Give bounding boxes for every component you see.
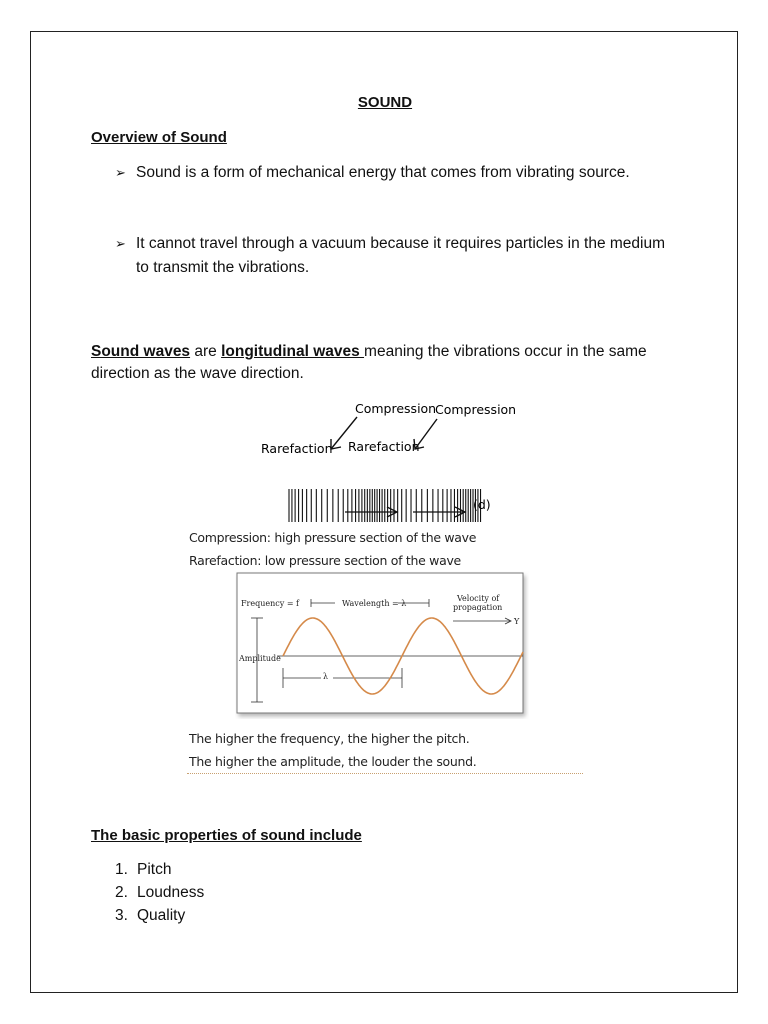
longitudinal-wave-diagram	[251, 397, 551, 522]
list-item-label: Quality	[137, 907, 186, 924]
document-page	[30, 31, 738, 993]
velocity-label: Velocity of	[457, 594, 500, 603]
lambda-label: λ	[323, 672, 329, 681]
panel-label: (d)	[473, 497, 491, 512]
dotted-divider	[187, 773, 583, 774]
particle-bars	[289, 489, 481, 522]
compression-label-2: Compression	[435, 402, 517, 417]
properties-heading: The basic properties of sound include	[91, 827, 362, 844]
frequency-label: Frequency = f	[241, 599, 300, 608]
bullet-item	[115, 232, 675, 280]
wave-properties-diagram	[235, 571, 529, 719]
list-item	[115, 904, 204, 927]
arrow-bullet-icon: ➢	[115, 236, 126, 251]
bullet-item	[115, 161, 675, 185]
list-item-label: Pitch	[137, 861, 172, 878]
rarefaction-label-2: Rarefaction	[348, 439, 420, 454]
bullet-text: It cannot travel through a vacuum because it requires particles in the medium to transmit the vibrations.	[136, 235, 665, 276]
axis-label: Y	[514, 617, 520, 626]
term-longitudinal-waves: longitudinal waves	[221, 343, 365, 360]
list-item	[115, 881, 204, 904]
list-number: 2.	[115, 884, 128, 901]
overview-heading: Overview of Sound	[91, 129, 227, 146]
amplitude-label: Amplitude	[239, 654, 281, 663]
rarefaction-caption: Rarefaction: low pressure section of the wave	[189, 553, 461, 568]
sound-waves-paragraph	[91, 341, 691, 385]
rarefaction-label-1: Rarefaction	[261, 441, 333, 456]
page-title: SOUND	[357, 94, 413, 111]
list-item	[115, 858, 204, 881]
term-sound-waves: Sound waves	[91, 343, 191, 360]
paragraph-connector: are	[190, 343, 222, 360]
list-item-label: Loudness	[137, 884, 205, 901]
properties-list	[115, 858, 204, 927]
bullet-text: Sound is a form of mechanical energy that comes from vibrating source.	[136, 164, 630, 181]
amplitude-loudness-caption: The higher the amplitude, the louder the sound.	[189, 754, 477, 769]
paragraph-text: meaning the vibrations occur in the same direction as the wave direction.	[91, 343, 647, 382]
compression-label-1: Compression	[355, 401, 437, 416]
wavelength-label: Wavelength = λ	[342, 599, 407, 608]
list-number: 3.	[115, 907, 128, 924]
frequency-pitch-caption: The higher the frequency, the higher the pitch.	[189, 731, 470, 746]
propagation-label: propagation	[453, 603, 503, 612]
list-number: 1.	[115, 861, 128, 878]
arrow-bullet-icon: ➢	[115, 165, 126, 180]
compression-caption: Compression: high pressure section of the wave	[189, 530, 477, 545]
